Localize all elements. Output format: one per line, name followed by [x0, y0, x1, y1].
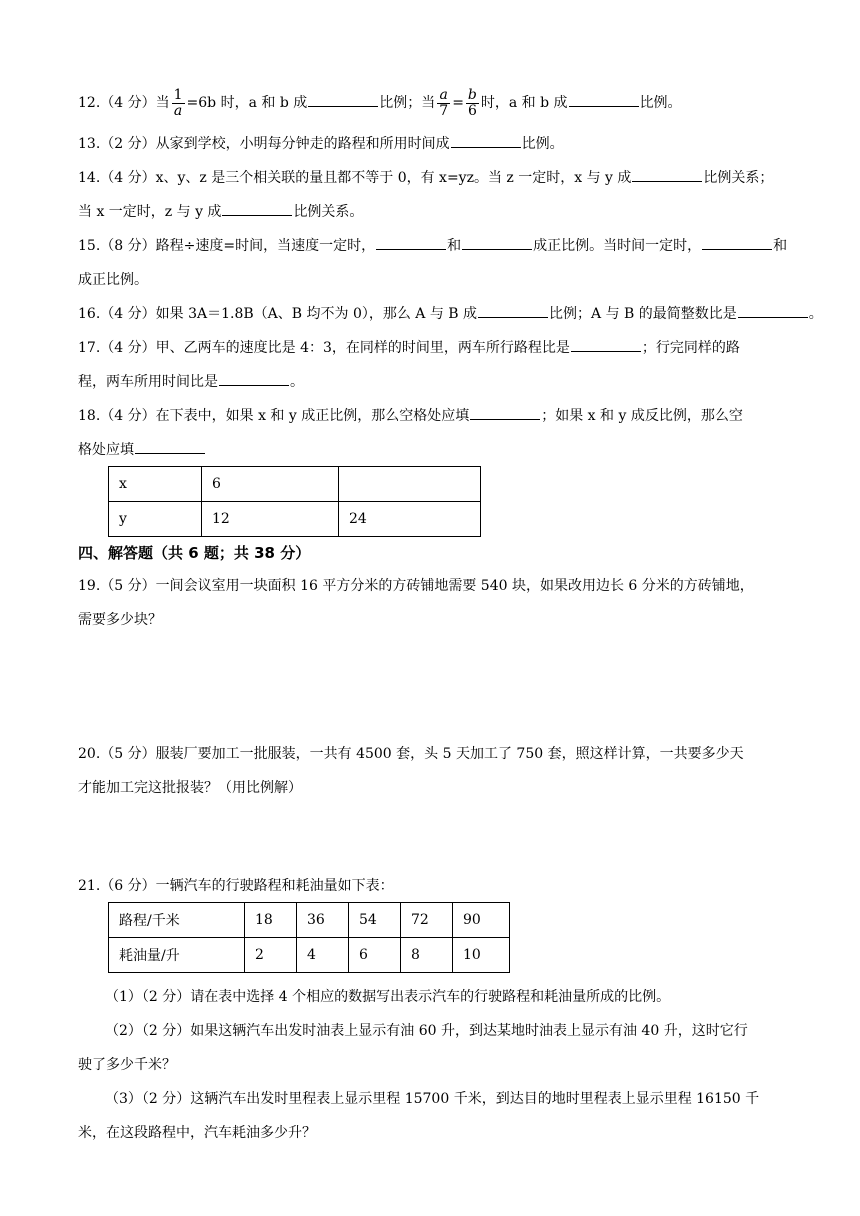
question-21-part-2-line2: 驶了多少千米？	[78, 1057, 176, 1073]
table-row	[109, 938, 510, 973]
table-cell: 8	[401, 938, 453, 973]
table-cell: 6	[202, 467, 339, 502]
answer-blank[interactable]	[470, 404, 540, 420]
answer-blank[interactable]	[632, 166, 702, 182]
question-18-line2: 格处应填	[78, 433, 813, 467]
answer-blank[interactable]	[462, 234, 532, 250]
table-cell: y	[109, 502, 202, 537]
fraction-a-over-7: $\frac{a}{7}$	[439, 86, 449, 119]
table-row	[109, 903, 510, 938]
table-cell: 54	[349, 903, 401, 938]
table-cell: 72	[401, 903, 453, 938]
question-21-part-3-line2: 米，在这段路程中，汽车耗油多少升？	[78, 1125, 316, 1141]
answer-blank[interactable]	[702, 234, 772, 250]
question-20: 20.（5 分）服装厂要加工一批服装，一共有 4500 套，头 5 天加工了 750 套，照这样计算，一共要多少天	[78, 746, 744, 762]
question-13: 13.（2 分）从家到学校，小明每分钟走的路程和所用时间成 比例。	[78, 127, 813, 161]
section-heading: 四、解答题（共 6 题；共 38 分）	[78, 544, 311, 562]
answer-blank[interactable]	[376, 234, 446, 250]
table-cell: 24	[339, 502, 481, 537]
table-cell-blank	[339, 467, 481, 502]
table-cell: 12	[202, 502, 339, 537]
question-19: 19.（5 分）一间会议室用一块面积 16 平方分米的方砖铺地需要 540 块，如果改用边长 6 分米的方砖铺地，	[78, 578, 754, 594]
answer-blank[interactable]	[451, 132, 521, 148]
question-12: 12.（4 分）当 $\frac{1}{a}$ =6b 时，a 和 b 成 比例；当 $\frac{a}{7}$ = $\frac{b}{6}$ 时，a 和 b 成 比例。	[78, 86, 682, 119]
answer-blank[interactable]	[308, 91, 378, 107]
table-cell: 4	[297, 938, 349, 973]
question-16: 16.（4 分）如果 3A＝1.8B（A、B 均不为 0），那么 A 与 B 成 比例；A 与 B 的最简整数比是 。	[78, 297, 813, 331]
question-17: 17.（4 分）甲、乙两车的速度比是 4：3，在同样的时间里，两车所行路程比是 ；行完同样的路	[78, 331, 813, 365]
question-14: 14.（4 分）x、y、z 是三个相关联的量且都不等于 0，有 x=yz。当 z 一定时，x 与 y 成 比例关系；	[78, 161, 813, 195]
answer-blank[interactable]	[571, 336, 641, 352]
table-cell: 2	[245, 938, 297, 973]
answer-blank[interactable]	[219, 370, 289, 386]
question-15-line2: 成正比例。	[78, 272, 148, 288]
question-19-line2: 需要多少块？	[78, 612, 162, 628]
question-21-part-2: （2）（2 分）如果这辆汽车出发时油表上显示有油 60 升，到达某地时油表上显示有油 40 升，这时它行	[105, 1023, 748, 1039]
question-21: 21.（6 分）一辆汽车的行驶路程和耗油量如下表：	[78, 878, 394, 894]
question-15: 15.（8 分）路程÷速度=时间，当速度一定时， 和 成正比例。当时间一定时， 和	[78, 229, 813, 263]
question-17-line2: 程，两车所用时间比是 。	[78, 365, 813, 399]
table-cell: 10	[453, 938, 510, 973]
table-cell: 6	[349, 938, 401, 973]
fraction-b-over-6: $\frac{b}{6}$	[467, 86, 477, 119]
answer-blank[interactable]	[135, 438, 205, 454]
table-cell: 18	[245, 903, 297, 938]
table-row	[109, 467, 481, 502]
table-cell: 路程/千米	[109, 903, 245, 938]
question-14-line2: 当 x 一定时，z 与 y 成 比例关系。	[78, 195, 813, 229]
table-cell: 36	[297, 903, 349, 938]
table-row	[109, 502, 481, 537]
answer-blank[interactable]	[222, 200, 292, 216]
table-18	[108, 466, 481, 537]
question-18: 18.（4 分）在下表中，如果 x 和 y 成正比例，那么空格处应填 ；如果 x 和 y 成反比例，那么空	[78, 399, 813, 433]
question-21-part-3: （3）（2 分）这辆汽车出发时里程表上显示里程 15700 千米，到达目的地时里程表上显示里程 16150 千	[105, 1091, 760, 1107]
answer-blank[interactable]	[738, 302, 808, 318]
table-cell: 90	[453, 903, 510, 938]
answer-blank[interactable]	[478, 302, 548, 318]
question-21-part-1: （1）（2 分）请在表中选择 4 个相应的数据写出表示汽车的行驶路程和耗油量所成的比例。	[105, 989, 671, 1005]
table-cell: x	[109, 467, 202, 502]
question-20-line2: 才能加工完这批报装？（用比例解）	[78, 780, 302, 796]
table-21	[108, 902, 510, 973]
answer-blank[interactable]	[569, 91, 639, 107]
fraction-1-over-a: $\frac{1}{a}$	[173, 86, 183, 119]
table-cell: 耗油量/升	[109, 938, 245, 973]
